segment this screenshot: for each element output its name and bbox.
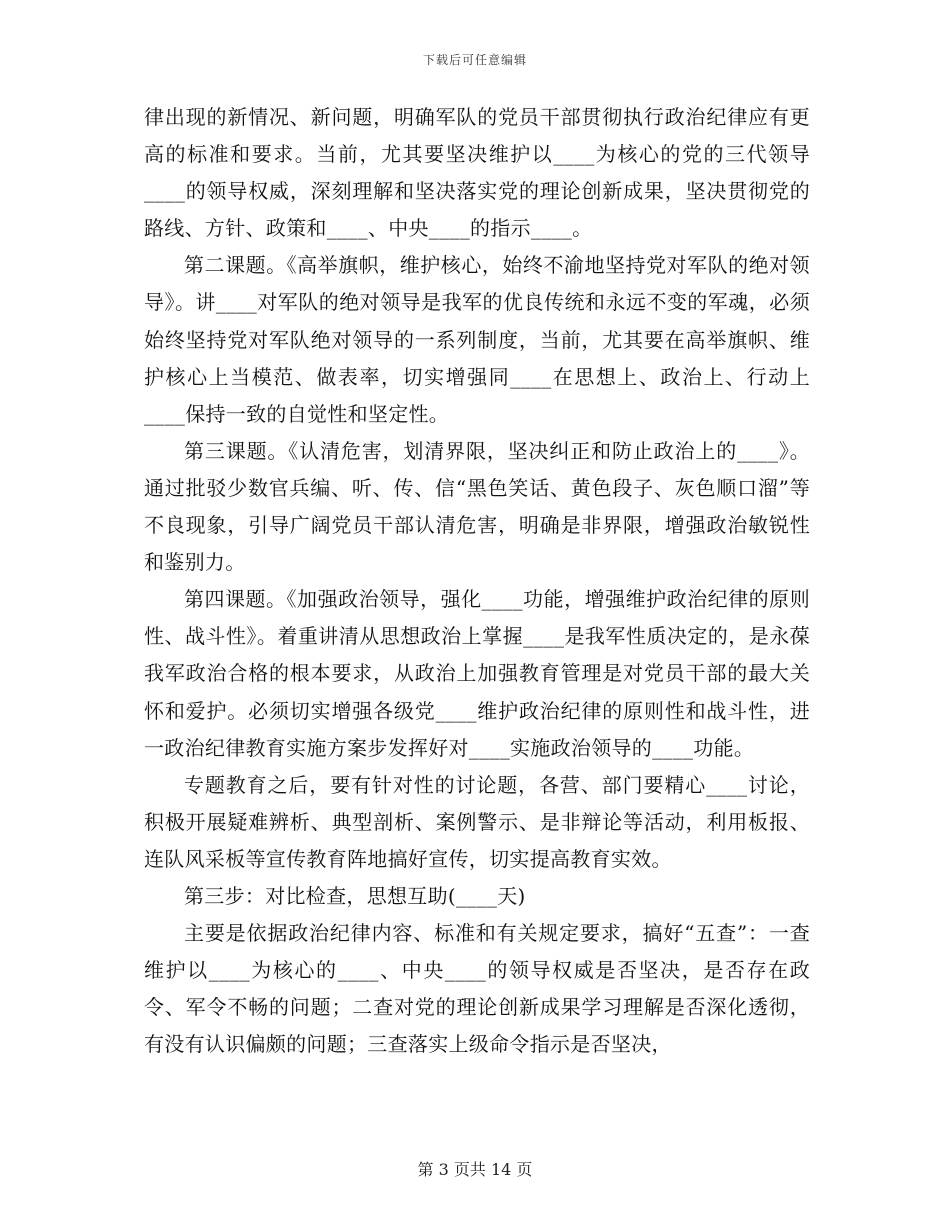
body-paragraph-discussion: 专题教育之后，要有针对性的讨论题，各营、部门要精心____讨论，积极开展疑难辨析、典型剖析、案例警示、是非辩论等活动，利用板报、连队风采板等宣传教育阵地搞好宣传，切实提高教育实效。	[144, 772, 810, 871]
body-paragraph-five-checks: 主要是依据政治纪律内容、标准和有关规定要求，搞好“五查”：一查维护以____为核心的____、中央____的领导权威是否坚决，是否存在政令、军令不畅的问题；二查对党的理论创新成果学习理解是否深化透彻，有没有认识偏颇的问题；三查落实上级命令指示是否坚决，	[144, 921, 810, 1057]
page-number-footer: 第 3 页共 14 页	[417, 1160, 533, 1179]
body-paragraph-topic-four: 第四课题。《加强政治领导，强化____功能，增强维护政治纪律的原则性、战斗性》。着重讲清从思想政治上掌握____是我军性质决定的，是永葆我军政治合格的根本要求，从政治上加强教育管理是对党员干部的最大关怀和爱护。必须切实增强各级党____维护政治纪律的原则性和战斗性，进一政治纪律教育实施方案步发挥好对____实施政治领导的____功能。	[144, 587, 810, 760]
page-header-note: 下载后可任意编辑	[422, 53, 527, 67]
body-paragraph-step-three-heading: 第三步：对比检查，思想互助(____天)	[184, 883, 526, 908]
body-paragraph-topic-three: 第三课题。《认清危害，划清界限，坚决纠正和防止政治上的____》。通过批驳少数官兵编、听、传、信“黑色笑话、黄色段子、灰色顺口溜”等不良现象，引导广阔党员干部认清危害，明确是非界限，增强政治敏锐性和鉴别力。	[144, 438, 810, 575]
document-body	[144, 99, 810, 1063]
body-paragraph-continuation: 律出现的新情况、新问题，明确军队的党员干部贯彻执行政治纪律应有更高的标准和要求。当前，尤其要坚决维护以____为核心的党的三代领导____的领导权威，深刻理解和坚决落实党的理论创新成果，坚决贯彻党的路线、方针、政策和____、中央____的指示____。	[144, 105, 810, 241]
body-paragraph-topic-two: 第二课题。《高举旗帜，维护核心，始终不渝地坚持党对军队的绝对领导》。讲____对军队的绝对领导是我军的优良传统和永远不变的军魂，必须始终坚持党对军队绝对领导的一系列制度，当前，尤其要在高举旗帜、维护核心上当模范、做表率，切实增强同____在思想上、政治上、行动上____保持一致的自觉性和坚定性。	[144, 253, 810, 426]
